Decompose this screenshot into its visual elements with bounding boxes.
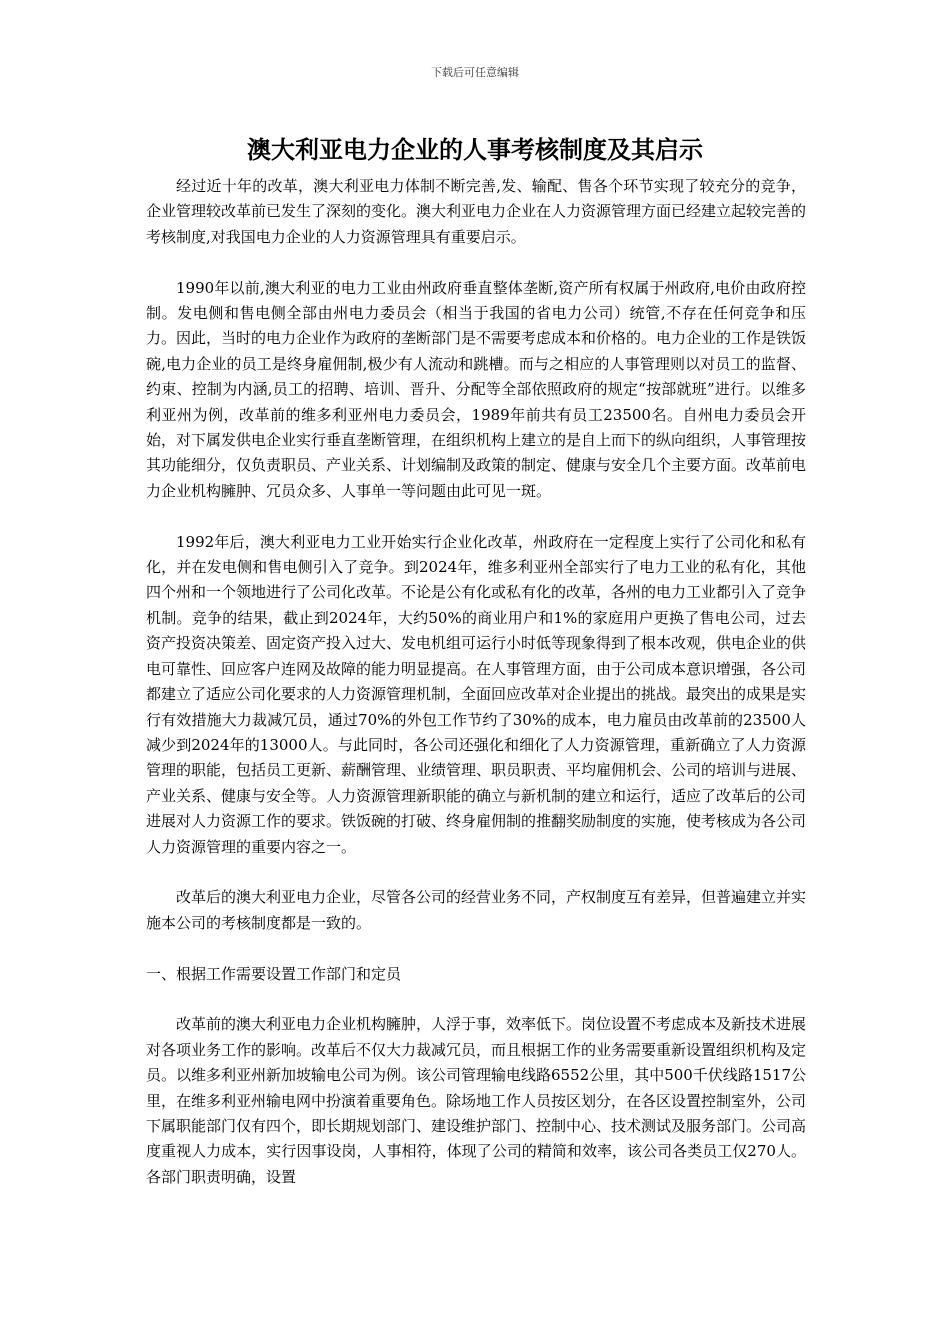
section-heading: 一、根据工作需要设置工作部门和定员 bbox=[146, 964, 402, 983]
history-paragraph: 1990年以前,澳大利亚的电力工业由州政府垂直整体垄断,资产所有权属于州政府,电价由政府控制。发电侧和售电侧全部由州电力委员会（相当于我国的省电力公司）统管,不存在任何竞争和压力。因此，当时的电力企业作为政府的垄断部门是不需要考虑成本和价格的。电力企业的工作是铁饭碗,电力企业的员工是终身雇佣制,极少有人流动和跳槽。而与之相应的人事管理则以对员工的监督、约束、控制为内涵,员工的招聘、培训、晋升、分配等全部依照政府的规定“按部就班”进行。以维多利亚州为例，改革前的维多利亚州电力委员会，1989年前共有员工23500名。自州电力委员会开始，对下属发供电企业实行垂直垄断管理，在组织机构上建立的是自上而下的纵向组织，人事管理按其功能细分，仅负责职员、产业关系、计划编制及政策的制定、健康与安全几个主要方面。改革前电力企业机构臃肿、冗员众多、人事单一等问题由此可见一斑。 bbox=[146, 278, 807, 500]
document-title: 澳大利亚电力企业的人事考核制度及其启示 bbox=[247, 136, 703, 164]
section-paragraph: 改革前的澳大利亚电力企业机构臃肿，人浮于事，效率低下。岗位设置不考虑成本及新技术进展对各项业务工作的影响。改革后不仅大力裁减冗员，而且根据工作的业务需要重新设置组织机构及定员。以维多利亚州新加坡输电公司为例。该公司管理输电线路6552公里，其中500千伏线路1517公里，在维多利亚州输电网中扮演着重要角色。除场地工作人员按区划分，在各区设置控制室外，公司下属职能部门仅有四个，即长期规划部门、建设维护部门、控制中心、技术测试及服务部门。公司高度重视人力成本，实行因事设岗，人事相符，体现了公司的精简和效率，该公司各类员工仅270人。各部门职责明确，设置 bbox=[146, 1015, 807, 1186]
reform-paragraph: 1992年后，澳大利亚电力工业开始实行企业化改革，州政府在一定程度上实行了公司化和私有化，并在发电侧和售电侧引入了竞争。到2024年，维多利亚州全部实行了电力工业的私有化，其他四个州和一个领地进行了公司化改革。不论是公有化或私有化的改革，各州的电力工业都引入了竞争机制。竞争的结果，截止到2024年，大约50%的商业用户和1%的家庭用户更换了售电公司，过去资产投资决策差、固定资产投入过大、发电机组可运行小时低等现象得到了根本改观，供电企业的供电可靠性、回应客户连网及故障的能力明显提高。在人事管理方面，由于公司成本意识增强，各公司都建立了适应公司化要求的人力资源管理机制，全面回应改革对企业提出的挑战。最突出的成果是实行有效措施大力裁减冗员，通过70%的外包工作节约了30%的成本，电力雇员由改革前的23500人减少到2024年的13000人。与此同时，各公司还强化和细化了人力资源管理，重新确立了人力资源管理的职能，包括员工更新、薪酬管理、业绩管理、职员职责、平均雇佣机会、公司的培训与进展、产业关系、健康与安全等。人力资源管理新职能的确立与新机制的建立和运行，适应了改革后的公司进展对人力资源工作的要求。铁饭碗的打破、终身雇佣制的推翻奖励制度的实施，使考核成为各公司人力资源管理的重要内容之一。 bbox=[146, 532, 807, 856]
document-body bbox=[146, 174, 806, 1190]
summary-paragraph: 改革后的澳大利亚电力企业，尽管各公司的经营业务不同，产权制度互有差异，但普遍建立并实施本公司的考核制度都是一致的。 bbox=[146, 888, 807, 932]
header-note: 下载后可任意编辑 bbox=[431, 66, 519, 79]
paragraph-spacer bbox=[146, 860, 806, 885]
paragraph-spacer bbox=[146, 250, 806, 275]
intro-paragraph: 经过近十年的改革，澳大利亚电力体制不断完善,发、输配、售各个环节实现了较充分的竞争，企业管理较改革前已发生了深刻的变化。澳大利亚电力企业在人力资源管理方面已经建立起较完善的考核制度,对我国电力企业的人力资源管理具有重要启示。 bbox=[146, 177, 807, 246]
paragraph-spacer bbox=[146, 987, 806, 1012]
paragraph-spacer bbox=[146, 936, 806, 961]
paragraph-spacer bbox=[146, 504, 806, 529]
